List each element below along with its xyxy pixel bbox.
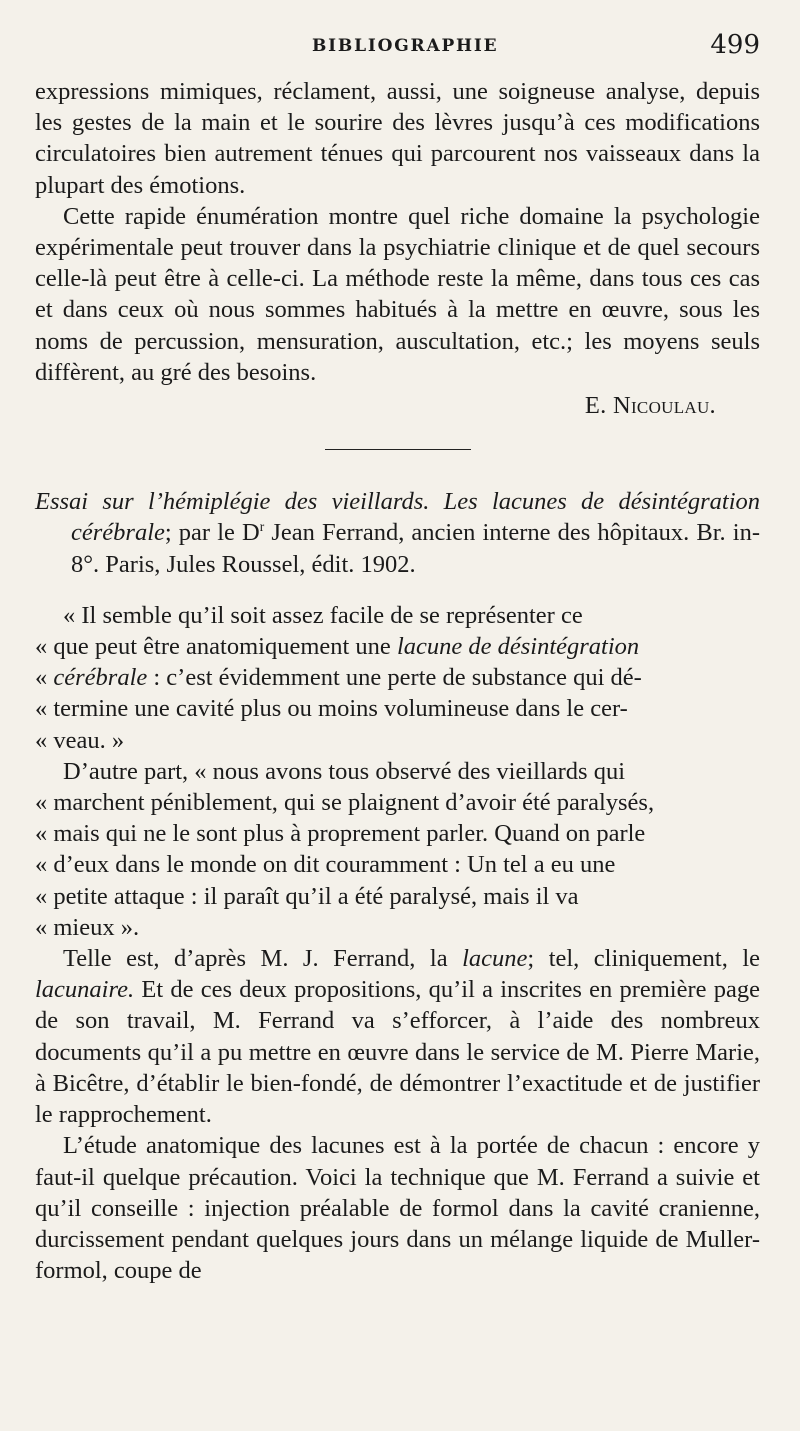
citation-text-1: ; par le D <box>164 519 260 547</box>
running-head <box>35 30 760 64</box>
paragraph-3-italic-lacunaire: lacunaire. <box>35 976 135 1004</box>
quote-1-line-3-suffix: : c’est évidemment une perte de substance qui dé- <box>147 664 642 692</box>
quote-2-line-4: « d’eux dans le monde on dit couramment : Un tel a eu une <box>35 851 616 879</box>
quote-1-line-3-prefix: « <box>35 664 54 692</box>
page-number: 499 <box>710 30 760 60</box>
citation-superscript: r <box>259 519 265 535</box>
paragraph-continuation: expressions mimiques, réclament, aussi, une soigneuse analyse, depuis les gestes de la main et le sourire des lèvres jusqu’à ces modifications circulatoires bien autrement ténues qui parcourent nos vaisseaux dans la plupart des émotions. <box>35 78 760 199</box>
paragraph-3-text-2: ; tel, cliniquement, le <box>527 945 761 973</box>
paragraph-ferrand-thesis <box>35 943 760 1130</box>
quote-1-line-2-italic: lacune de désintégration <box>396 633 640 661</box>
quote-1-line-1: « Il semble qu’il soit assez facile de se représenter ce <box>63 601 583 629</box>
body-text <box>35 76 760 1286</box>
paragraph-3-text-1: Telle est, d’après M. J. Ferrand, la <box>63 945 463 973</box>
section-divider <box>325 449 471 450</box>
paragraph-3-italic-lacune: lacune <box>462 945 528 973</box>
book-citation <box>35 486 760 580</box>
quote-2-line-6: « mieux ». <box>35 913 140 941</box>
paragraph-psychology: Cette rapide énumération montre quel riche domaine la psychologie expérimentale peut trouver dans la psychiatrie clinique et de quel secours celle-là peut être à celle-ci. La méthode reste la même, dans tous ces cas et dans ceux où nous sommes habitués à la mettre en œuvre, sous les noms de percussion, mensuration, auscultation, etc.; les moyens seuls diffèrent, au gré des besoins. <box>35 202 760 386</box>
quote-1-line-5: « veau. » <box>35 726 125 754</box>
quote-1-line-4: « termine une cavité plus ou moins volumineuse dans le cer- <box>35 695 628 723</box>
quote-1-line-3 <box>35 662 760 693</box>
running-title: BIBLIOGRAPHIE <box>312 36 499 56</box>
quote-2-line-1: D’autre part, « nous avons tous observé des vieillards qui <box>63 757 626 785</box>
quote-2-line-3: « mais qui ne le sont plus à proprement parler. Quand on parle <box>35 820 646 848</box>
citation-text-2: Jean Ferrand, ancien interne des hôpitaux. Br. in-8°. Paris, Jules Roussel, édit. 1902. <box>71 519 761 578</box>
quote-elderly-patients <box>35 756 760 943</box>
book-title: Essai sur l’hémiplégie des vieillards. Les lacunes de désintégration cérébrale <box>35 488 760 547</box>
quote-lacune-definition <box>35 600 760 756</box>
paragraph-anatomy-technique: L’étude anatomique des lacunes est à la portée de chacun : encore y faut-il quelque précaution. Voici la technique que M. Ferrand a suivie et qu’il conseille : injection préalable de formol dans la cavité cranienne, durcissement pendant quelques jours dans un mélange liquide de Muller-formol, coupe de <box>35 1132 760 1285</box>
quote-2-line-2: « marchent péniblement, qui se plaignent d’avoir été paralysés, <box>35 789 655 817</box>
review-signature: E. Nicoulau. <box>584 392 716 420</box>
quote-2-line-5: « petite attaque : il paraît qu’il a été paralysé, mais il va <box>35 882 579 910</box>
quote-1-line-2-text: « que peut être anatomiquement une <box>35 633 397 661</box>
quote-1-line-3-italic: cérébrale <box>53 664 148 692</box>
quote-1-line-2 <box>35 631 760 662</box>
paragraph-3-text-3: Et de ces deux propositions, qu’il a inscrites en première page de son travail, M. Ferrand va s’efforcer, à l’aide des nombreux documents qu’il a pu mettre en œuvre dans le service de M. Pierre Marie, à Bicêtre, d’établir le bien-fondé, de démontrer l’exactitude et de justifier le rapprochement. <box>35 976 760 1129</box>
